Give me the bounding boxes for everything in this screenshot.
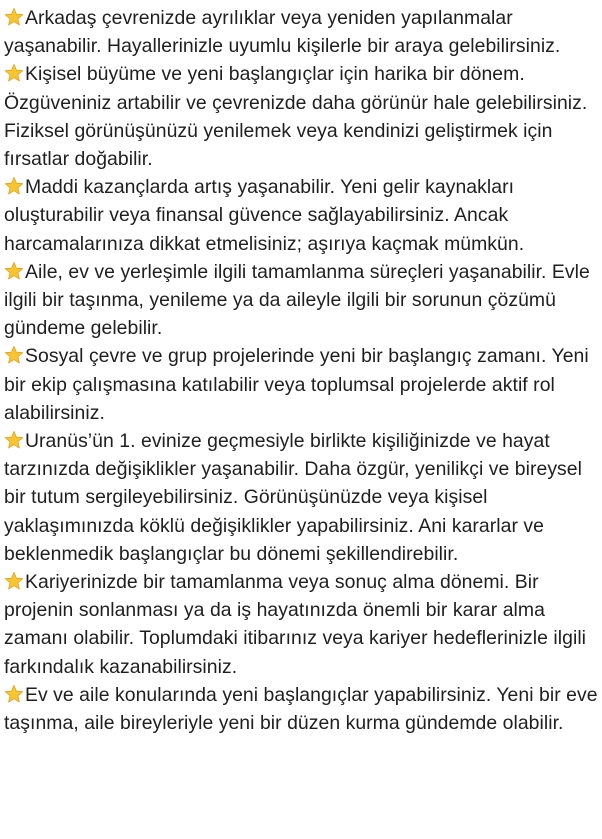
star-icon [4, 571, 24, 591]
paragraph-text: Arkadaş çevrenizde ayrılıklar veya yeniden yapılanmalar yaşanabilir. Hayallerinizle uyumlu kişilerle bir araya gelebilirsiniz. [4, 7, 561, 58]
paragraph-text: Aile, ev ve yerleşimle ilgili tamamlanma süreçleri yaşanabilir. Evle ilgili bir taşınma, yenileme ya da aileyle ilgili bir sorunun çözümü gündeme gelebilir. [4, 260, 590, 340]
paragraph-text: Ev ve aile konularında yeni başlangıçlar yapabilirsiniz. Yeni bir eve taşınma, aile bireyleriyle yeni bir düzen kurma gündemde olabilir. [4, 683, 598, 735]
document-body [4, 4, 600, 737]
paragraph-text: Uranüs’ün 1. evinize geçmesiyle birlikte kişiliğinizde ve hayat tarzınızda değişiklikler yaşanabilir. Daha özgür, yenilikçi ve bireysel bir tutum sergileyebilirsiniz. Görünüşünüzde veya kişisel yaklaşımınızda köklü değişiklikler yapabilirsiniz. Ani kararlar ve beklenmedik başlangıçlar bu dönemi şekillendirebilir. [4, 430, 582, 565]
paragraph-text: Kişisel büyüme ve yeni başlangıçlar için harika bir dönem. Özgüveniniz artabilir ve çevrenizde daha görünür hale gelebilirsiniz. Fiziksel görünüşünüzü yenilemek veya kendinizi geliştirmek için fırsatlar doğabilir. [4, 63, 588, 171]
paragraph-text: Maddi kazançlarda artış yaşanabilir. Yeni gelir kaynakları oluşturabilir veya finansal güvence sağlayabilirsiniz. Ancak harcamalarınıza dikkat etmelisiniz; aşırıya kaçmak mümkün. [4, 176, 525, 255]
paragraph-text: Kariyerinizde bir tamamlanma veya sonuç alma dönemi. Bir projenin sonlanması ya da iş hayatınızda önemli bir karar alma zamanı olabilir. Toplumdaki itibarınız veya kariyer hedeflerinizle ilgili farkındalık kazanabilirsiniz. [4, 571, 587, 678]
star-icon [4, 7, 24, 27]
paragraph-7 [4, 568, 600, 681]
paragraph-5 [4, 342, 600, 427]
paragraph-1 [4, 4, 600, 60]
paragraph-6 [4, 427, 600, 568]
star-icon [4, 261, 24, 281]
paragraph-4 [4, 258, 600, 343]
star-icon [4, 345, 24, 365]
paragraph-3 [4, 173, 600, 258]
paragraph-text: Sosyal çevre ve grup projelerinde yeni bir başlangıç zamanı. Yeni bir ekip çalışmasına katılabilir veya toplumsal projelerde aktif rol alabilirsiniz. [4, 345, 589, 424]
star-icon [4, 176, 24, 196]
star-icon [4, 63, 24, 83]
paragraph-2 [4, 60, 600, 173]
paragraph-8 [4, 681, 600, 737]
star-icon [4, 430, 24, 450]
star-icon [4, 684, 24, 704]
